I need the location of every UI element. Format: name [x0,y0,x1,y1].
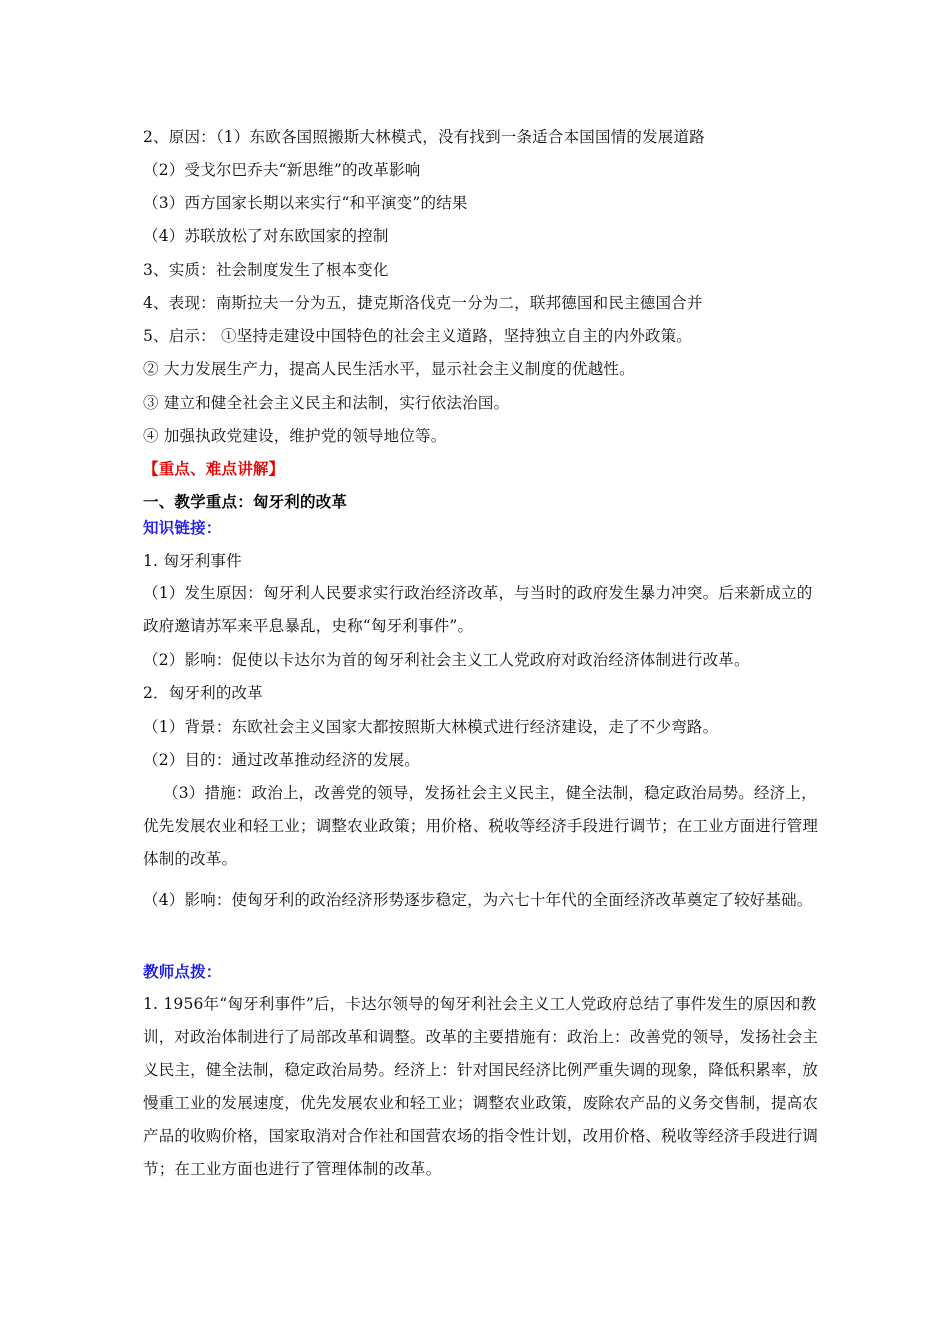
cause-line-2: （2）受戈尔巴乔夫“新思维”的改革影响 [143,161,421,179]
inspiration-line-4: ④ 加强执政党建设，维护党的领导地位等。 [143,427,447,445]
knowledge-item-6: （2）目的：通过改革推动经济的发展。 [143,751,420,769]
knowledge-item-1: 1. 匈牙利事件 [143,552,242,570]
inspiration-line-2: ② 大力发展生产力，提高人民生活水平，显示社会主义制度的优越性。 [143,360,635,378]
teaching-focus-heading: 一、教学重点：匈牙利的改革 [143,492,348,511]
cause-line-3: （3）西方国家长期以来实行“和平演变”的结果 [143,194,468,212]
knowledge-item-3: （2）影响：促使以卡达尔为首的匈牙利社会主义工人党政府对政治经济体制进行改革。 [143,651,750,669]
cause-line-1: 2、原因：（1）东欧各国照搬斯大林模式，没有找到一条适合本国国情的发展道路 [143,128,705,146]
knowledge-link-heading: 知识链接： [143,518,222,537]
inspiration-line-3: ③ 建立和健全社会主义民主和法制，实行依法治国。 [143,394,510,412]
inspiration-line-1: 5、启示： ①坚持走建设中国特色的社会主义道路，坚持独立自主的内外政策。 [143,327,692,345]
teacher-tip-1: 1. 1956年“匈牙利事件”后，卡达尔领导的匈牙利社会主义工人党政府总结了事件发生的原因和教训，对政治体制进行了局部改革和调整。改革的主要措施有：政治上：改善党的领导，发扬社会主义民主，健全法制，稳定政治局势。经济上：针对国民经济比例严重失调的现象，降低积累率，放慢重工业的发展速度，优先发展农业和轻工业；调整农业政策，废除农产品的义务交售制，提高农产品的收购价格，国家取消对合作社和国营农场的指令性计划，改用价格、税收等经济手段进行调节；在工业方面也进行了管理体制的改革。 [143,995,819,1178]
knowledge-item-2: （1）发生原因：匈牙利人民要求实行政治经济改革，与当时的政府发生暴力冲突。后来新成立的政府邀请苏军来平息暴乱，史称“匈牙利事件”。 [143,584,813,635]
knowledge-item-5: （1）背景：东欧社会主义国家大都按照斯大林模式进行经济建设，走了不少弯路。 [143,718,719,736]
manifestation-line: 4、表现：南斯拉夫一分为五，捷克斯洛伐克一分为二，联邦德国和民主德国合并 [143,294,703,312]
key-points-heading: 【重点、难点讲解】 [143,459,285,478]
cause-line-4: （4）苏联放松了对东欧国家的控制 [143,227,389,245]
essence-line: 3、实质：社会制度发生了根本变化 [143,261,389,279]
knowledge-item-8: （4）影响：使匈牙利的政治经济形势逐步稳定，为六七十年代的全面经济改革奠定了较好基础。 [143,891,813,909]
knowledge-item-4: 2．匈牙利的改革 [143,684,263,702]
knowledge-item-7: （3）措施：政治上，改善党的领导，发扬社会主义民主，健全法制，稳定政治局势。经济上，优先发展农业和轻工业；调整农业政策；用价格、税收等经济手段进行调节；在工业方面进行管理体制的改革。 [143,784,819,868]
teacher-tips-heading: 教师点拨： [143,962,222,981]
